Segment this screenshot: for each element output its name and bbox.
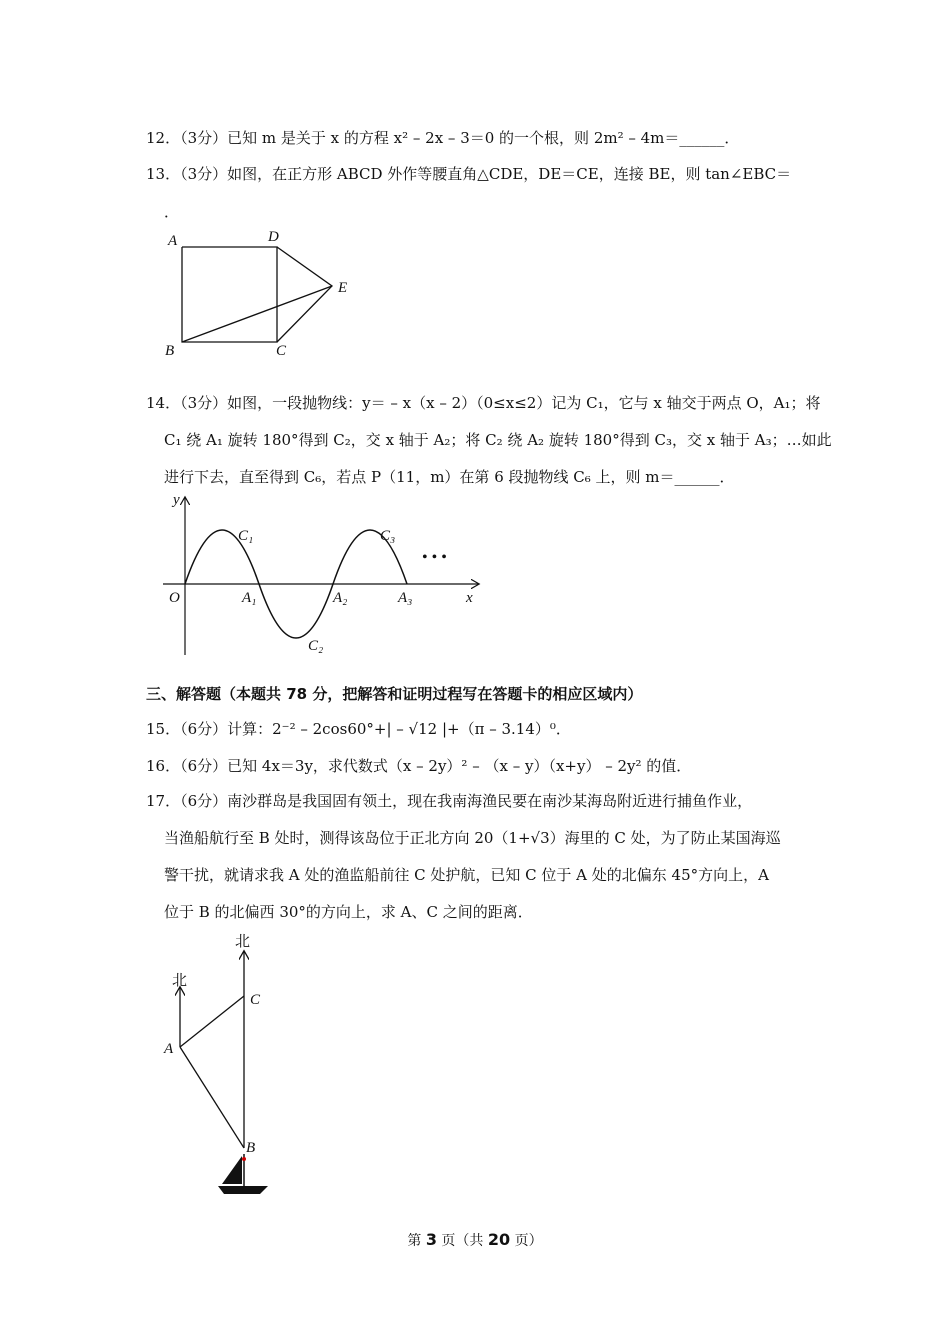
label-A2: A₂ bbox=[333, 590, 348, 606]
footer-middle: 页（共 bbox=[436, 1233, 488, 1249]
figure-17-navigation bbox=[160, 930, 290, 1200]
continuation-dots: • • • bbox=[422, 549, 447, 566]
question-16: 16．（6分）已知 4x＝3y，求代数式（x – 2y）² – （x – y）（x+y） – 2y² 的值． bbox=[146, 757, 692, 775]
label-C: C bbox=[250, 992, 261, 1008]
figure-14-parabolas bbox=[160, 490, 490, 660]
section-3-heading: 三、解答题（本题共 78 分，把解答和证明过程写在答题卡的相应区域内） bbox=[146, 685, 643, 703]
label-C1: C₁ bbox=[238, 528, 254, 544]
label-B: B bbox=[246, 1140, 256, 1156]
question-13-line2: ． bbox=[164, 203, 180, 221]
figure-13-square bbox=[160, 225, 360, 360]
question-17-line3: 警干扰，就请求我 A 处的渔监船前往 C 处护航，已知 C 位于 A 处的北偏东 45°方向上，A bbox=[164, 866, 769, 884]
label-x: x bbox=[466, 590, 473, 606]
north-label-A: 北 bbox=[172, 973, 188, 989]
question-14-line3: 进行下去，直至得到 C₆，若点 P（11，m）在第 6 段抛物线 C₆ 上，则 m＝______． bbox=[164, 468, 735, 486]
label-E: E bbox=[338, 280, 348, 296]
page-footer bbox=[0, 1230, 950, 1250]
question-17-line4: 位于 B 的北偏西 30°的方向上，求 A、C 之间的距离． bbox=[164, 903, 533, 921]
boat-icon bbox=[218, 1154, 268, 1194]
label-A3: A₃ bbox=[398, 590, 413, 606]
label-A1: A₁ bbox=[242, 590, 257, 606]
footer-prefix: 第 bbox=[407, 1233, 426, 1249]
question-12: 12．（3分）已知 m 是关于 x 的方程 x² – 2x – 3＝0 的一个根，则 2m² – 4m＝______． bbox=[146, 129, 740, 147]
label-D: D bbox=[268, 229, 279, 245]
question-13-line1: 13．（3分）如图，在正方形 ABCD 外作等腰直角△CDE，DE＝CE，连接 BE，则 tan∠EBC＝ bbox=[146, 165, 792, 183]
question-14-line1: 14．（3分）如图，一段抛物线：y＝ – x（x – 2）（0≤x≤2）记为 C₁，它与 x 轴交于两点 O，A₁；将 bbox=[146, 394, 821, 412]
label-y: y bbox=[173, 492, 180, 508]
north-label-C: 北 bbox=[235, 934, 251, 950]
label-C: C bbox=[276, 343, 287, 359]
footer-page-number: 3 bbox=[425, 1230, 437, 1249]
label-B: B bbox=[165, 343, 175, 359]
footer-suffix: 页） bbox=[510, 1233, 543, 1249]
label-C2: C₂ bbox=[308, 638, 324, 654]
question-17-line2: 当渔船航行至 B 处时，测得该岛位于正北方向 20（1+√3）海里的 C 处，为了防止某国海巡 bbox=[164, 829, 781, 847]
question-14-line2: C₁ 绕 A₁ 旋转 180°得到 C₂，交 x 轴于 A₂；将 C₂ 绕 A₂ 旋转 180°得到 C₃，交 x 轴于 A₃；…如此 bbox=[164, 431, 832, 449]
footer-total-pages: 20 bbox=[487, 1230, 511, 1249]
label-O: O bbox=[169, 590, 180, 606]
label-A: A bbox=[164, 1041, 174, 1057]
label-A: A bbox=[168, 233, 178, 249]
label-C3: C₃ bbox=[380, 528, 396, 544]
question-17-line1: 17．（6分）南沙群岛是我国固有领土，现在我南海渔民要在南沙某海岛附近进行捕鱼作业， bbox=[146, 792, 753, 810]
question-15: 15．（6分）计算：2⁻² – 2cos60°+| – √12 |+（π – 3.14）⁰． bbox=[146, 720, 571, 738]
